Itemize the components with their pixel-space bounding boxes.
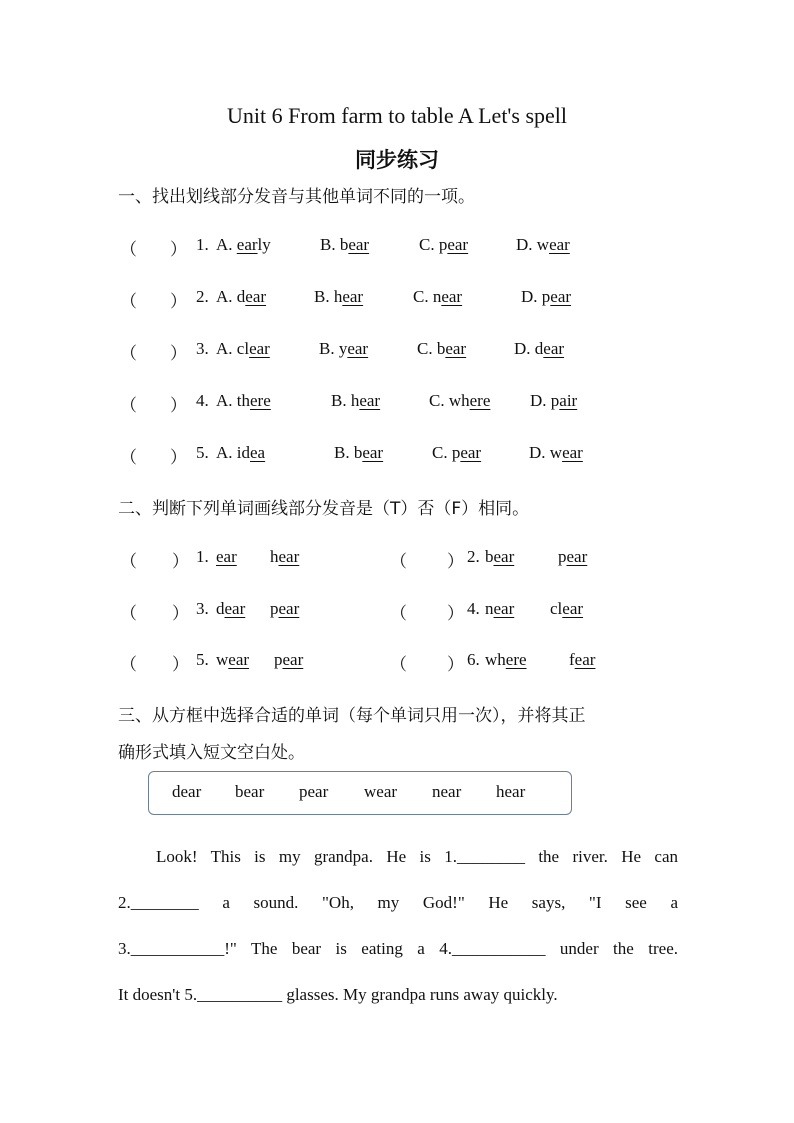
answer-paren-close: ） [172,552,189,571]
word-1 [485,599,514,619]
judge-item [390,599,670,623]
option-letter: A. [216,287,237,306]
underlined-sound: ere [250,391,271,410]
worksheet-title: Unit 6 From farm to table A Let's spell [226,103,568,128]
word-stem: b [339,235,349,254]
word-stem: cl [550,599,563,618]
option-b [334,443,383,463]
option-letter: B. [334,443,354,462]
word-stem: f [569,650,575,669]
option-c [432,443,481,463]
word-stem: p [274,650,283,669]
option-c [419,235,468,255]
answer-paren-open: （ [390,552,407,571]
question-number: 3. [196,339,209,358]
underlined-sound: ear [447,235,469,254]
word-2 [274,650,303,670]
question-row [0,339,794,363]
option-a [216,443,265,463]
judge-item [120,547,400,571]
word-stem: p [270,599,279,618]
word-1 [485,650,527,670]
question-number: 2. [467,547,480,566]
underlined-sound: air [559,391,578,410]
answer-paren-open: （ [120,240,137,259]
underlined-sound: ear [282,650,304,669]
underlined-sound: ear [493,599,515,618]
option-letter: D. [530,391,551,410]
word-stem: b [485,547,494,566]
underlined-sound: ear [562,599,584,618]
worksheet-subtitle: 同步练习 [355,148,439,172]
judge-item [120,599,400,623]
answer-paren-close: ） [170,292,187,311]
underlined-sound: ear [249,339,270,358]
option-c [429,391,490,411]
word-box-word: near [432,782,462,801]
answer-paren-open: （ [390,655,407,674]
passage-line-4: It doesn't 5.__________ glasses. My grandpa runs away quickly. [118,985,558,1004]
answer-paren-open: （ [120,448,137,467]
option-letter: A. [216,339,237,358]
option-b [320,235,369,255]
underlined-sound: ear [342,287,364,306]
option-letter: A. [216,443,237,462]
option-letter: D. [521,287,542,306]
question-number: 1. [196,547,209,566]
underlined-sound: ear [278,599,300,618]
option-letter: B. [331,391,351,410]
judge-item [390,650,670,674]
word-box [148,771,572,815]
underlined-sound: ear [445,339,467,358]
underlined-sound: ear [460,443,482,462]
word-stem: p [558,547,567,566]
word-stem: h [333,287,343,306]
option-b [314,287,363,307]
answer-paren-open: （ [390,604,407,623]
option-letter: D. [514,339,535,358]
underlined-sound: ear [562,443,583,462]
question-number: 4. [196,391,209,410]
answer-paren-close: ） [172,655,189,674]
underlined-sound: ear [543,339,565,358]
word-stem: th [236,391,251,410]
word-stem: y [338,339,348,358]
question-row [0,443,794,467]
underlined-sound: ear [441,287,463,306]
option-b [331,391,380,411]
answer-paren-open: （ [120,292,137,311]
word-stem: n [485,599,494,618]
word-stem: p [451,443,461,462]
question-number: 4. [467,599,480,618]
answer-paren-open: （ [120,396,137,415]
word-stem: cl [236,339,250,358]
question-row [0,287,794,311]
option-letter: C. [417,339,437,358]
option-c [413,287,462,307]
option-d [516,235,570,255]
word-2 [558,547,587,567]
word-stem: p [541,287,551,306]
underlined-sound: ear [362,443,384,462]
option-letter: C. [419,235,439,254]
word-box-word: bear [235,782,265,801]
word-1 [216,650,249,670]
answer-paren-open: （ [120,344,137,363]
section3-heading-line2: 确形式填入短文空白处。 [118,743,305,763]
word-stem: w [216,650,229,669]
question-number: 5. [196,650,209,669]
word-stem: p [438,235,448,254]
underlined-sound: ear [245,287,267,306]
word-stem: p [550,391,560,410]
question-row [0,391,794,415]
underlined-sound: ear [236,235,258,254]
word-stem: b [353,443,363,462]
answer-paren-close: ） [170,448,187,467]
word-box-word: hear [496,782,526,801]
option-letter: C. [432,443,452,462]
answer-paren-close: ） [447,552,464,571]
word-tail: ly [257,235,271,254]
option-c [417,339,466,359]
question-number: 3. [196,599,209,618]
underlined-sound: ear [216,547,237,566]
section1-heading: 一、找出划线部分发音与其他单词不同的一项。 [118,187,475,207]
word-stem: wh [448,391,470,410]
underlined-sound: ear [550,287,572,306]
word-box-word: dear [172,782,202,801]
word-stem: d [216,599,225,618]
option-letter: C. [429,391,449,410]
option-d [530,391,577,411]
question-number: 1. [196,235,209,254]
option-d [514,339,564,359]
section2-heading: 二、判断下列单词画线部分发音是（T）否（F）相同。 [118,499,530,519]
answer-paren-close: ） [170,344,187,363]
word-stem: d [236,287,246,306]
option-d [529,443,583,463]
word-box-word: pear [299,782,329,801]
section3-heading-line1: 三、从方框中选择合适的单词（每个单词只用一次），并将其正 [118,706,586,726]
option-b [319,339,368,359]
question-number: 5. [196,443,209,462]
underlined-sound: ear [493,547,515,566]
answer-paren-open: （ [120,604,137,623]
word-stem: id [236,443,251,462]
answer-paren-close: ） [447,604,464,623]
underlined-sound: ear [347,339,369,358]
word-1 [216,547,237,567]
word-2 [270,599,299,619]
option-letter: D. [529,443,550,462]
question-row [0,235,794,259]
option-letter: A. [216,391,237,410]
judge-item [120,650,400,674]
passage-line-2: 2.________ a sound. "Oh, my God!" He says, "I see a [118,893,678,912]
underlined-sound: ere [505,650,527,669]
word-box-word: wear [364,782,398,801]
word-stem: wh [485,650,506,669]
option-letter: B. [314,287,334,306]
word-stem: w [536,235,550,254]
underlined-sound: ear [228,650,250,669]
question-number: 2. [196,287,209,306]
word-2 [270,547,299,567]
answer-paren-close: ） [170,396,187,415]
question-number: 6. [467,650,480,669]
option-a [216,339,270,359]
answer-paren-close: ） [447,655,464,674]
word-stem: b [436,339,446,358]
underlined-sound: ear [278,547,300,566]
word-stem: h [270,547,279,566]
word-2 [550,599,583,619]
option-d [521,287,571,307]
word-stem: d [534,339,544,358]
underlined-sound: ear [224,599,246,618]
passage-line-3: 3.___________!" The bear is eating a 4.___________ under the tree. [118,939,678,958]
answer-paren-open: （ [120,552,137,571]
option-letter: C. [413,287,433,306]
word-1 [216,599,245,619]
option-letter: A. [216,235,237,254]
word-stem: h [350,391,360,410]
word-2 [569,650,595,670]
underlined-sound: ere [469,391,491,410]
option-letter: B. [320,235,340,254]
option-a [216,391,271,411]
answer-paren-open: （ [120,655,137,674]
answer-paren-close: ） [170,240,187,259]
option-a [216,235,271,255]
underlined-sound: ea [250,443,266,462]
underlined-sound: ear [359,391,381,410]
passage-line-1: Look! This is my grandpa. He is 1.________ the river. He can [156,847,678,866]
word-stem: n [432,287,442,306]
judge-item [390,547,670,571]
underlined-sound: ear [348,235,370,254]
word-stem: w [549,443,563,462]
underlined-sound: ear [566,547,588,566]
underlined-sound: ear [574,650,596,669]
underlined-sound: ear [549,235,570,254]
answer-paren-close: ） [172,604,189,623]
option-letter: B. [319,339,339,358]
option-letter: D. [516,235,537,254]
word-1 [485,547,514,567]
option-a [216,287,266,307]
